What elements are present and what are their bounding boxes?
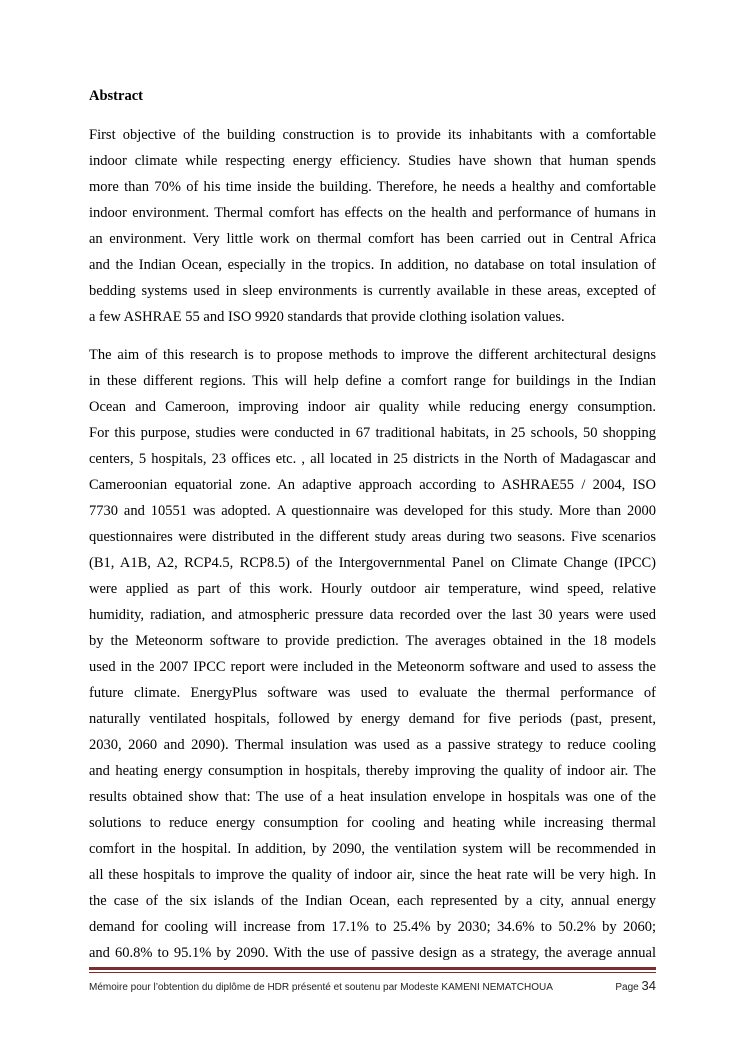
abstract-paragraph-1 xyxy=(89,122,656,330)
page-indicator xyxy=(615,978,656,993)
text-line: indoor environment. Thermal comfort has effects on the health and performance of humans in xyxy=(89,205,656,221)
page-number: 34 xyxy=(641,978,656,993)
text-line: First objective of the building construction is to provide its inhabitants with a comfortable xyxy=(89,127,656,143)
text-line: solutions to reduce energy consumption for cooling and heating while increasing thermal xyxy=(89,815,656,831)
text-line: naturally ventilated hospitals, followed by energy demand for five periods (past, present, xyxy=(89,711,656,727)
text-line: were applied as part of this work. Hourly outdoor air temperature, wind speed, relative xyxy=(89,581,656,597)
text-line: For this purpose, studies were conducted in 67 traditional habitats, in 25 schools, 50 shopping xyxy=(89,425,656,441)
abstract-heading: Abstract xyxy=(89,88,143,104)
text-line: 2030, 2060 and 2090). Thermal insulation was used as a passive strategy to reduce cooling xyxy=(89,737,656,753)
text-line: used in the 2007 IPCC report were included in the Meteonorm software and used to assess the xyxy=(89,659,656,675)
text-line: future climate. EnergyPlus software was used to evaluate the thermal performance of xyxy=(89,685,656,701)
text-line: (B1, A1B, A2, RCP4.5, RCP8.5) of the Intergovernmental Panel on Climate Change (IPCC) xyxy=(89,555,656,571)
footer-text: Mémoire pour l’obtention du diplôme de HDR présenté et soutenu par Modeste KAMENI NEMATCHOUA xyxy=(89,982,553,993)
text-line: humidity, radiation, and atmospheric pressure data recorded over the last 30 years were used xyxy=(89,607,656,623)
text-line: demand for cooling will increase from 17.1% to 25.4% by 2030; 34.6% to 50.2% by 2060; xyxy=(89,919,656,935)
text-line: and the Indian Ocean, especially in the tropics. In addition, no database on total insulation of xyxy=(89,257,656,273)
text-line: indoor climate while respecting energy efficiency. Studies have shown that human spends xyxy=(89,153,656,169)
text-line: a few ASHRAE 55 and ISO 9920 standards that provide clothing isolation values. xyxy=(89,309,565,325)
text-line: results obtained show that: The use of a heat insulation envelope in hospitals was one of the xyxy=(89,789,656,805)
abstract-paragraph-2 xyxy=(89,342,656,966)
text-line: centers, 5 hospitals, 23 offices etc. , all located in 25 districts in the North of Madagascar and xyxy=(89,451,656,467)
text-line: Ocean and Cameroon, improving indoor air quality while reducing energy consumption. xyxy=(89,399,656,415)
text-line: more than 70% of his time inside the building. Therefore, he needs a healthy and comfortable xyxy=(89,179,656,195)
footer-rule-thick xyxy=(89,967,656,970)
text-line: an environment. Very little work on thermal comfort has been carried out in Central Africa xyxy=(89,231,656,247)
footer-rule-thin xyxy=(89,972,656,973)
text-line: The aim of this research is to propose methods to improve the different architectural designs xyxy=(89,347,656,363)
text-line: and 60.8% to 95.1% by 2090. With the use of passive design as a strategy, the average annual xyxy=(89,945,656,961)
text-line: by the Meteonorm software to provide prediction. The averages obtained in the 18 models xyxy=(89,633,656,649)
page-footer xyxy=(89,978,656,993)
text-line: and heating energy consumption in hospitals, thereby improving the quality of indoor air. The xyxy=(89,763,656,779)
text-line: comfort in the hospital. In addition, by 2090, the ventilation system will be recommended in xyxy=(89,841,656,857)
text-line: bedding systems used in sleep environments is currently available in these areas, excepted of xyxy=(89,283,656,299)
text-line: the case of the six islands of the Indian Ocean, each represented by a city, annual energy xyxy=(89,893,656,909)
text-line: all these hospitals to improve the quality of indoor air, since the heat rate will be very high. In xyxy=(89,867,656,883)
text-line: questionnaires were distributed in the different study areas during two seasons. Five scenarios xyxy=(89,529,656,545)
text-line: in these different regions. This will help define a comfort range for buildings in the Indian xyxy=(89,373,656,389)
text-line: Cameroonian equatorial zone. An adaptive approach according to ASHRAE55 / 2004, ISO xyxy=(89,477,656,493)
page-label: Page xyxy=(615,982,639,993)
text-line: 7730 and 10551 was adopted. A questionnaire was developed for this study. More than 2000 xyxy=(89,503,656,519)
